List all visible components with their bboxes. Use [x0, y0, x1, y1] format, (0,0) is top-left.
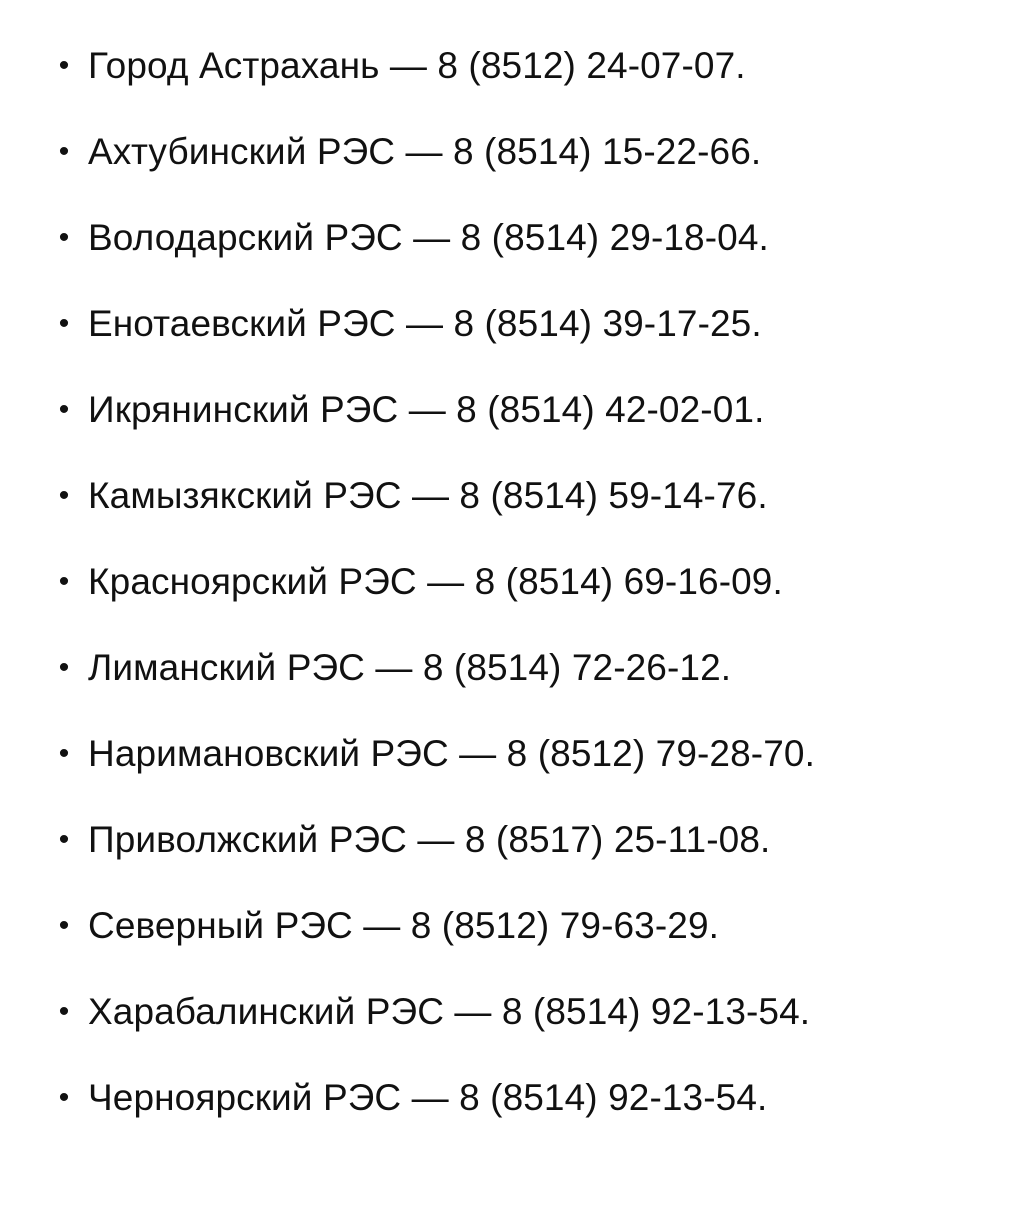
bullet-icon: •	[58, 393, 70, 426]
list-item-text: Северный РЭС — 8 (8512) 79-63-29.	[88, 905, 719, 946]
bullet-icon: •	[58, 995, 70, 1028]
bullet-icon: •	[58, 909, 70, 942]
list-item	[40, 990, 983, 1034]
bullet-icon: •	[58, 737, 70, 770]
list-item	[40, 818, 983, 862]
list-item	[40, 302, 983, 346]
contact-list	[40, 44, 983, 1120]
bullet-icon: •	[58, 1081, 70, 1114]
list-item-text: Камызякский РЭС — 8 (8514) 59-14-76.	[88, 475, 768, 516]
list-item	[40, 732, 983, 776]
bullet-icon: •	[58, 135, 70, 168]
list-item-text: Енотаевский РЭС — 8 (8514) 39-17-25.	[88, 303, 762, 344]
list-item-text: Красноярский РЭС — 8 (8514) 69-16-09.	[88, 561, 783, 602]
list-item	[40, 130, 983, 174]
list-item	[40, 646, 983, 690]
list-item-text: Приволжский РЭС — 8 (8517) 25-11-08.	[88, 819, 771, 860]
bullet-icon: •	[58, 479, 70, 512]
bullet-icon: •	[58, 651, 70, 684]
list-item-text: Черноярский РЭС — 8 (8514) 92-13-54.	[88, 1077, 768, 1118]
list-item	[40, 904, 983, 948]
bullet-icon: •	[58, 221, 70, 254]
bullet-icon: •	[58, 307, 70, 340]
list-item-text: Город Астрахань — 8 (8512) 24-07-07.	[88, 45, 746, 86]
list-item	[40, 388, 983, 432]
list-item-text: Лиманский РЭС — 8 (8514) 72-26-12.	[88, 647, 732, 688]
list-item-text: Володарский РЭС — 8 (8514) 29-18-04.	[88, 217, 769, 258]
list-item	[40, 1076, 983, 1120]
list-item	[40, 44, 983, 88]
list-item	[40, 216, 983, 260]
bullet-icon: •	[58, 49, 70, 82]
list-item-text: Икрянинский РЭС — 8 (8514) 42-02-01.	[88, 389, 765, 430]
bullet-icon: •	[58, 823, 70, 856]
list-item-text: Харабалинский РЭС — 8 (8514) 92-13-54.	[88, 991, 811, 1032]
list-item-text: Наримановский РЭС — 8 (8512) 79-28-70.	[88, 733, 815, 774]
list-item-text: Ахтубинский РЭС — 8 (8514) 15-22-66.	[88, 131, 762, 172]
list-item	[40, 560, 983, 604]
bullet-icon: •	[58, 565, 70, 598]
list-item	[40, 474, 983, 518]
